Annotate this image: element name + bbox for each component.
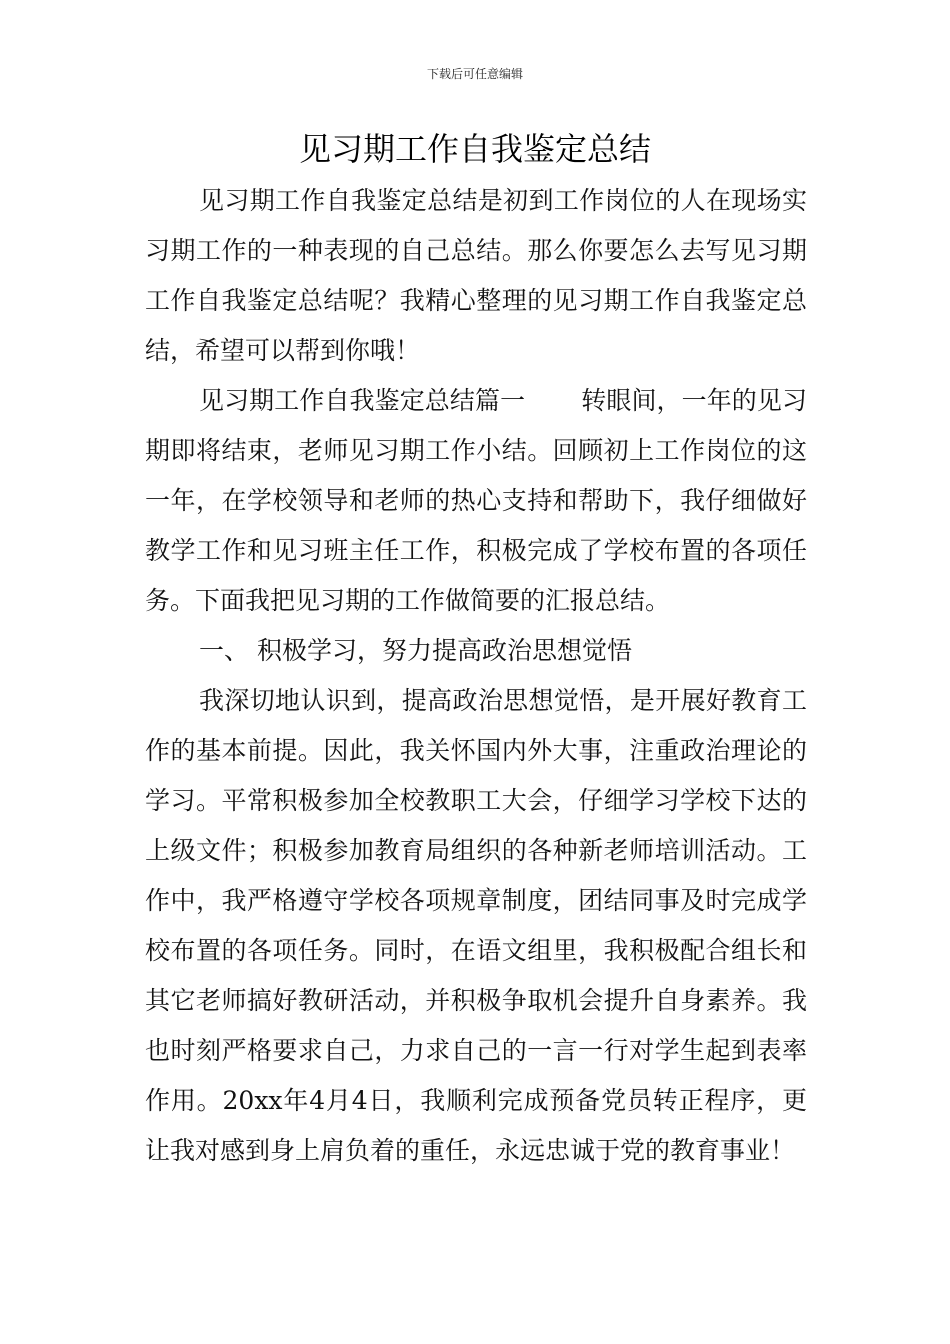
article-opening: 转眼间，一年的见习期即将结束，老师见习期工作小结。回顾初上工作岗位的这一年，在学校领导和老师的热心支持和帮助下，我仔细做好教学工作和见习班主任工作，积极完成了学校布置的各项任务。下面我把见习期的工作做简要的汇报总结。 xyxy=(145,386,807,615)
article-label: 见习期工作自我鉴定总结篇一 xyxy=(199,386,526,415)
section-number: 一、 xyxy=(199,636,250,665)
section-heading-text: 积极学习，努力提高政治思想觉悟 xyxy=(257,636,633,665)
document-title: 见习期工作自我鉴定总结 xyxy=(298,130,651,168)
section-heading xyxy=(145,626,807,676)
article-paragraph xyxy=(145,376,807,626)
document-body xyxy=(145,176,807,1176)
header-note: 下载后可任意编辑 xyxy=(426,67,523,81)
section-one-paragraph: 我深切地认识到，提高政治思想觉悟，是开展好教育工作的基本前提。因此，我关怀国内外大事，注重政治理论的学习。平常积极参加全校教职工大会，仔细学习学校下达的上级文件；积极参加教育局组织的各种新老师培训活动。工作中，我严格遵守学校各项规章制度，团结同事及时完成学校布置的各项任务。同时，在语文组里，我积极配合组长和其它老师搞好教研活动，并积极争取机会提升自身素养。我也时刻严格要求自己，力求自己的一言一行对学生起到表率作用。20xx年4月4日，我顺利完成预备党员转正程序，更让我对感到身上肩负着的重任，永远忠诚于党的教育事业！ xyxy=(145,686,807,1165)
intro-paragraph: 见习期工作自我鉴定总结是初到工作岗位的人在现场实习期工作的一种表现的自己总结。那么你要怎么去写见习期工作自我鉴定总结呢？我精心整理的见习期工作自我鉴定总结，希望可以帮到你哦！ xyxy=(145,186,807,365)
